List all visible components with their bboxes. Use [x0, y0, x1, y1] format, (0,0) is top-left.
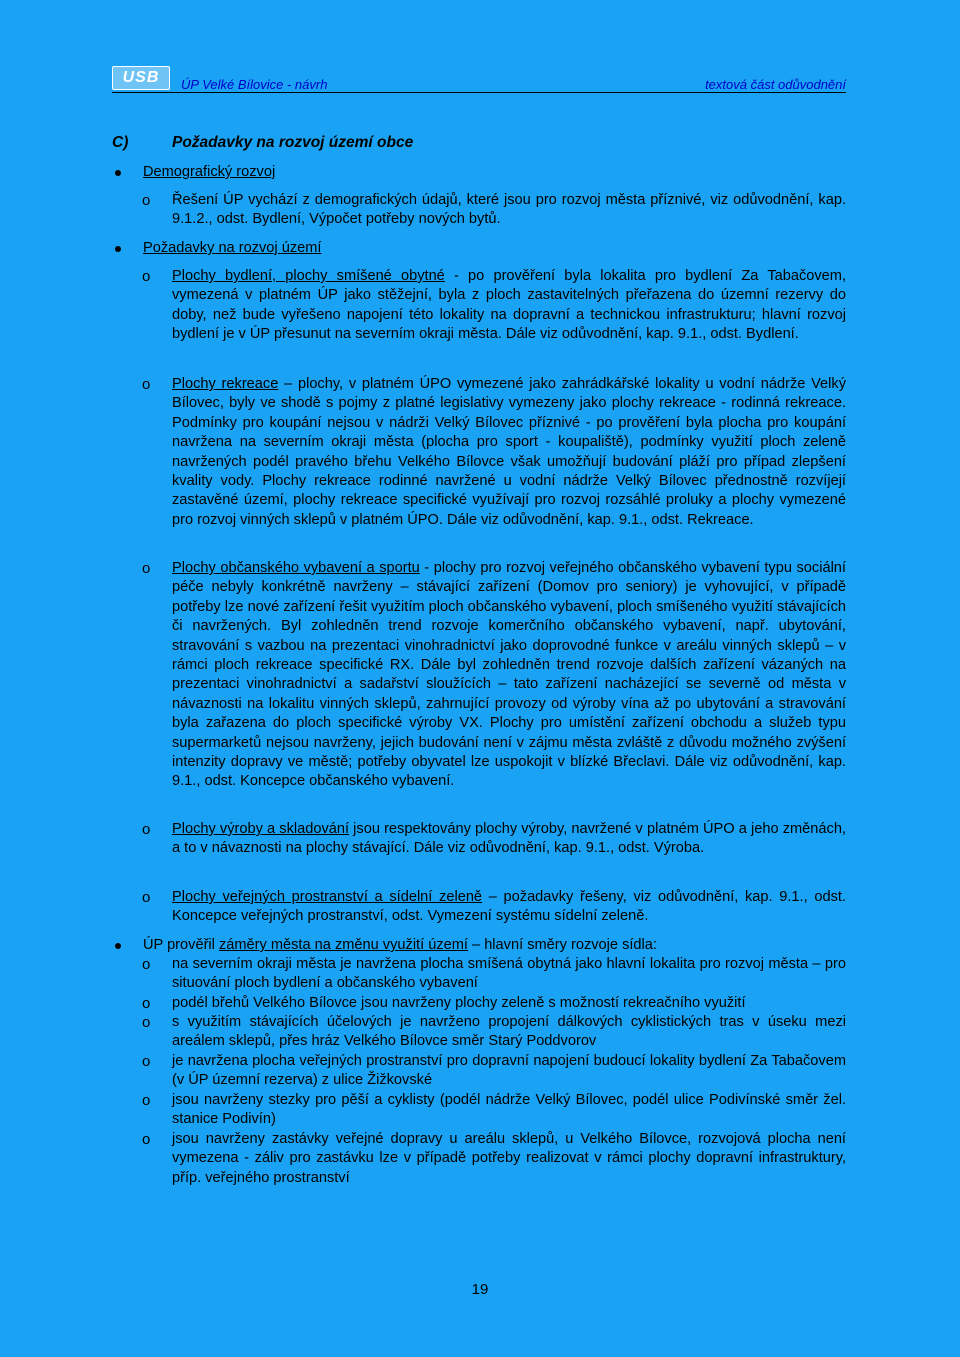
header-document-title: ÚP Velké Bílovice - návrh — [181, 77, 328, 92]
bullet-title: Demografický rozvoj — [143, 164, 276, 180]
sub-bullet-icon: o — [142, 376, 151, 393]
bullet-dot-icon — [115, 246, 121, 252]
list-item-text: Plochy rekreace – plochy, v platném ÚPO vymezené jako zahrádkářské lokality u vodní nádrže Velký Bílovec, byly ve shodě s pojmy z platné legislativy vymezeny jako plochy rekreace - rodinná rekreace. Podmínky pro koupání nejsou v nádrži Velký Bílovec příznivé - po prověření byla plocha pro koupání navržena na severním okraji města (plocha pro sport - koupaliště), podmínky využití ploch zeleně navržených podél pravého břehu Velkého Bílovce však umožňují budování pláží pro případ zlepšení kvality vody. Plochy rekreace rodinné navržené u vodní nádrže Velký Bílovec přednostně rozvíjejí zastavěné území, plochy rekreace specifické využívají pro rozvoj rozsáhlé proluky a plochy vymezené pro rozvoj vinných sklepů v platném ÚPO. Dále viz odůvodnění, kap. 9.1., odst. Rekreace. — [172, 376, 847, 528]
sub-bullet-icon: o — [142, 560, 151, 577]
sub-bullet-icon: o — [142, 192, 151, 209]
list-item-text: na severním okraji města je navržena plocha smíšená obytná jako hlavní lokalita pro rozvoj města – pro situování ploch bydlení a občanského vybavení — [172, 956, 846, 992]
section-title: Požadavky na rozvoj území obce — [172, 134, 414, 151]
sub-bullet-icon: o — [142, 1131, 151, 1148]
bullet-title: ÚP prověřil záměry města na změnu využití území – hlavní směry rozvoje sídla: — [143, 937, 657, 953]
list-item-text: Plochy bydlení, plochy smíšené obytné - po prověření byla lokalita pro bydlení Za Tabačovem, vymezená v platném ÚP jako stěžejní, byla z ploch zastavitelných přeřazena do územní rezervy do doby, než bude vyřešeno napojení této lokality na dopravní a technickou infrastrukturu; hlavní rozvoj bydlení je v ÚP přesunut na severním okraji města. Dále viz odůvodnění, kap. 9.1., odst. Bydlení. — [172, 268, 846, 343]
section-label: C) — [112, 134, 129, 151]
list-item-text: Plochy občanského vybavení a sportu - plochy pro rozvoj veřejného občanského vybavení typu sociální péče nebyly konkrétně navrženy – stávající zařízení (Domov pro seniory) je vyhovující, v případě potřeby lze nové zařízení řešit využitím ploch občanského vybavení, ploch smíšeného využití stávajících či navržených. Byl zohledněn trend rozvoje komerčního občanského vybavení, např. ubytování, stravování s vazbou na prezentaci vinohradnictví jako doprovodné funkce v areálu vinných sklepů – v rámci ploch rekreace specifické RX. Dále byl zohledněn trend rozvoje dalších zařízení vázaných na prezentaci vinohradnictví a sadařství sloužících – tato zařízení nacházející se severně od města v návaznosti na lokalitu vinných sklepů, zahrnující provozy od výroby vína až po ubytování a stravování byla zařazena do ploch specifické výroby VX. Plochy pro umístění zařízení obchodu a služeb typu supermarketů nejsou navrženy, jejich budování není v zájmu města zvláště z důvodu možného zvýšení intenzity dopravy ve městě; potřeby obyvatel lze uspokojit v blízké Břeclavi. Dále viz odůvodnění, kap. 9.1., odst. Koncepce občanského vybavení. — [172, 560, 846, 790]
sub-bullet-icon: o — [142, 995, 151, 1012]
page-number: 19 — [471, 1281, 489, 1298]
list-item-text: Plochy výroby a skladování jsou respektovány plochy výroby, navržené v platném ÚPO a jeho změnách, a to v návaznosti na plochy stávající. Dále viz odůvodnění, kap. 9.1., odst. Výroba. — [172, 821, 846, 857]
sub-bullet-icon: o — [142, 821, 151, 838]
list-item-text: jsou navrženy zastávky veřejné dopravy u areálu sklepů, u Velkého Bílovce, rozvojová plocha není vymezena - záliv pro zastávku lze v případě potřeby realizovat v rámci plochy dopravní infrastruktury, příp. veřejného prostranství — [172, 1131, 846, 1186]
sub-bullet-icon: o — [142, 268, 151, 285]
sub-bullet-icon: o — [142, 956, 151, 973]
bullet-dot-icon — [115, 943, 121, 949]
sub-bullet-icon: o — [142, 889, 151, 906]
sub-bullet-icon: o — [142, 1092, 151, 1109]
bullet-dot-icon — [115, 170, 121, 176]
page-header — [112, 64, 846, 93]
sub-bullet-icon: o — [142, 1053, 151, 1070]
list-item-text: podél břehů Velkého Bílovce jsou navrženy plochy zeleně s možností rekreačního využití — [172, 995, 746, 1011]
list-item-text: Řešení ÚP vychází z demografických údajů, které jsou pro rozvoj města příznivé, viz odůvodnění, kap. 9.1.2., odst. Bydlení, Výpočet potřeby nových bytů. — [172, 192, 846, 228]
list-item-text: s využitím stávajících účelových je navrženo propojení dálkových cyklistických tras v úseku mezi areálem sklepů, přes hráz Velkého Bílovce směr Starý Poddvorov — [172, 1014, 846, 1050]
list-item-text: jsou navrženy stezky pro pěší a cyklisty (podél nádrže Velký Bílovec, podél ulice Podivínské směr žel. stanice Podivín) — [172, 1092, 846, 1128]
usb-logo: USB — [112, 66, 170, 90]
header-section-title: textová část odůvodnění — [705, 77, 846, 92]
list-item-text: Plochy veřejných prostranství a sídelní zeleně – požadavky řešeny, viz odůvodnění, kap. 9.1., odst. Koncepce veřejných prostranství, odst. Vymezení systému sídelní zeleně. — [172, 889, 846, 925]
sub-bullet-icon: o — [142, 1014, 151, 1031]
list-item-text: je navržena plocha veřejných prostranství pro dopravní napojení budoucí lokality bydlení Za Tabačovem (v ÚP územní rezerva) z ulice Žižkovské — [172, 1053, 846, 1089]
bullet-title: Požadavky na rozvoj území — [143, 240, 322, 256]
